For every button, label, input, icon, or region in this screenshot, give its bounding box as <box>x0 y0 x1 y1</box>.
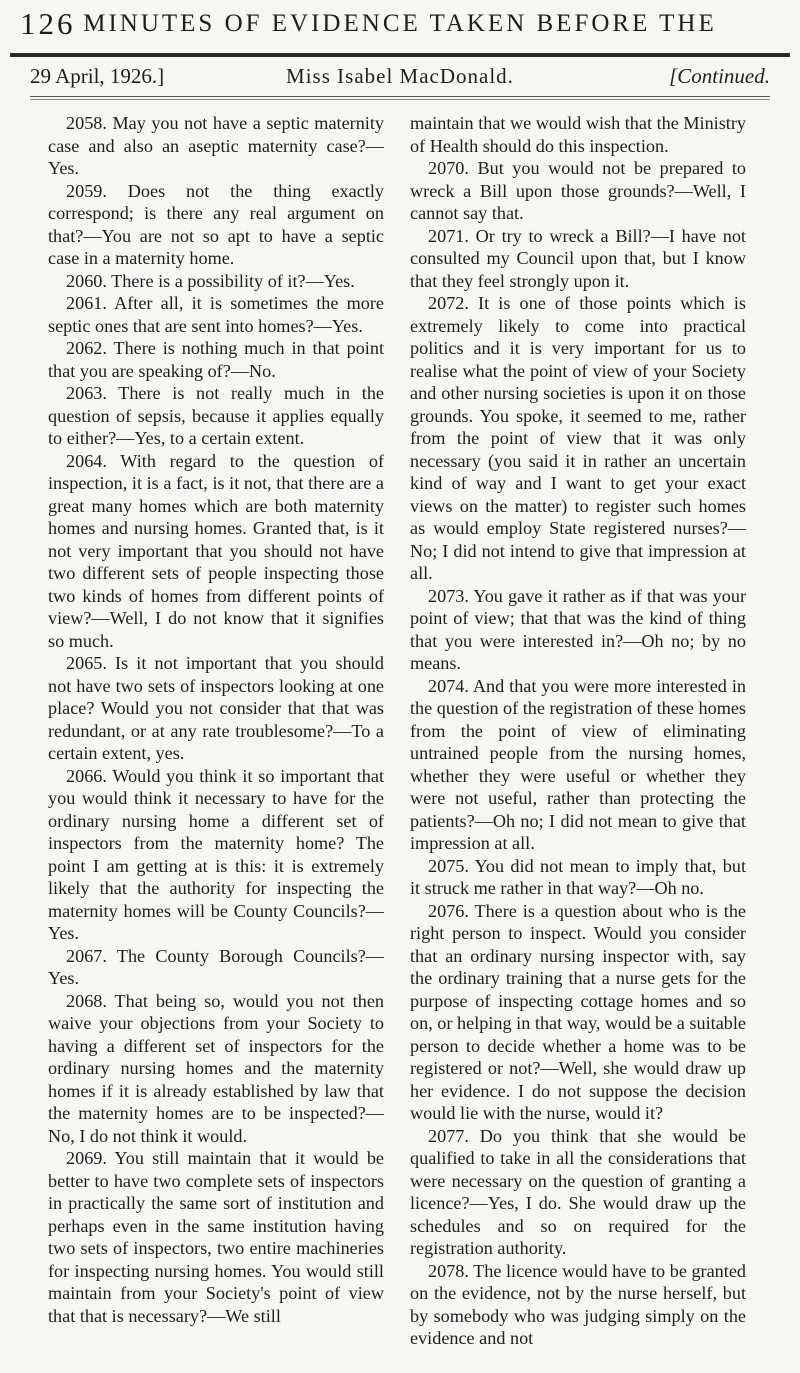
subheader-rule-lower <box>30 99 770 100</box>
continued-label: [Continued. <box>669 64 770 88</box>
subheader <box>30 64 770 90</box>
paragraph: 2058. May you not have a septic maternity case and also an aseptic maternity case?—Yes. <box>48 113 384 178</box>
paragraph: 2064. With regard to the question of inspection, it is a fact, is it not, that there are a great many homes which are both maternity homes and nursing homes. Granted that, is it not very important that you should not have two different sets of people inspecting those two kinds of homes from different points of view?—Well, I do not know that it signifies so much. <box>48 450 384 651</box>
paragraph: 2068. That being so, would you not then waive your objections from your Society to having a different set of inspectors for the ordinary nursing homes and the maternity homes if it is already established by law that the maternity homes are to be inspected?—No, I do not think it would. <box>48 990 384 1146</box>
paragraph: 2066. Would you think it so important that you would think it necessary to have for the ordinary nursing home a different set of inspectors from the maternity home? The point I am getting at is this: it is extremely likely that the authority for inspecting the maternity homes will be County Councils?—Yes. <box>48 765 384 943</box>
paragraph: 2074. And that you were more interested in the question of the registration of these homes from the point of view of eliminating untrained people from the nursing homes, whether they were useful or whether they were not useful, rather than protecting the patients?—Oh no; I did not mean to give that impression at all. <box>410 675 746 853</box>
paragraph: 2076. There is a question about who is the right person to inspect. Would you consider that an ordinary nursing inspector with, say the ordinary training that a nurse gets for the purpose of inspecting cottage homes and so on, or helping in that way, would be a suitable person to decide whether a home was to be registered or not?—Well, she would draw up her evidence. I do not suppose the decision would lie with the nurse, would it? <box>410 900 746 1123</box>
paragraph: 2070. But you would not be prepared to wreck a Bill upon those grounds?—Well, I cannot say that. <box>410 158 746 223</box>
paragraph: 2060. There is a possibility of it?—Yes. <box>66 270 355 291</box>
paragraph: 2073. You gave it rather as if that was your point of view; that that was the kind of thing that you were interested in?—Oh no; by no means. <box>410 585 746 673</box>
page-number: 126 <box>20 6 76 41</box>
paragraph: 2061. After all, it is sometimes the more septic ones that are sent into homes?—Yes. <box>48 293 384 336</box>
paragraph: 2067. The County Borough Councils?—Yes. <box>48 945 384 988</box>
paragraph: 2072. It is one of those points which is extremely likely to come into practical politics and it is very important for us to realise what the point of view of your Society and other nursing societies is upon it on those grounds. You spoke, it seemed to me, rather from the point of view that it was only necessary (you said it in rather an uncertain kind of way and I want to get your exact views on the matter) to register such homes as would employ State registered nurses?—No; I did not intend to give that impression at all. <box>410 293 746 583</box>
paragraph: 2075. You did not mean to imply that, but it struck me rather in that way?—Oh no. <box>410 855 746 898</box>
running-head <box>20 6 780 50</box>
paragraph: 2062. There is nothing much in that point that you are speaking of?—No. <box>48 338 384 381</box>
witness-name: Miss Isabel MacDonald. <box>286 64 514 88</box>
paragraph: 2069. You still maintain that it would be better to have two complete sets of inspectors in practically the same sort of institution and perhaps even in the same institution having two sets of inspectors, two entire machineries for inspecting nursing homes. You would still maintain from your Society's point of view that that is necessary?—We still <box>48 1148 384 1326</box>
paragraph: 2059. Does not the thing exactly correspond; is there any real argument on that?—You are not so apt to have a septic case in a maternity home. <box>48 180 384 268</box>
paragraph: 2065. Is it not important that you should not have two sets of inspectors looking at one place? Would you not consider that that was redundant, or at any rate troublesome?—To a certain extent, yes. <box>48 653 384 763</box>
left-column <box>48 112 384 1327</box>
page-title: MINUTES OF EVIDENCE TAKEN BEFORE THE <box>83 10 717 37</box>
paragraph: maintain that we would wish that the Ministry of Health should do this inspection. <box>410 113 746 156</box>
session-date: 29 April, 1926.] <box>30 64 165 88</box>
paragraph: 2071. Or try to wreck a Bill?—I have not consulted my Council upon that, but I know that they feel strongly upon it. <box>410 225 746 291</box>
right-column <box>410 112 746 1350</box>
paragraph: 2063. There is not really much in the question of sepsis, because it applies equally to either?—Yes, to a certain extent. <box>48 383 384 448</box>
paragraph: 2077. Do you think that she would be qualified to take in all the considerations that were necessary on the question of granting a licence?—Yes, I do. She would draw up the schedules and so on required for the registration authority. <box>410 1125 746 1258</box>
paragraph: 2078. The licence would have to be granted on the evidence, not by the nurse herself, but by somebody who was judging simply on the evidence and not <box>410 1260 746 1348</box>
subheader-rule <box>30 96 770 97</box>
header-rule <box>10 53 790 57</box>
